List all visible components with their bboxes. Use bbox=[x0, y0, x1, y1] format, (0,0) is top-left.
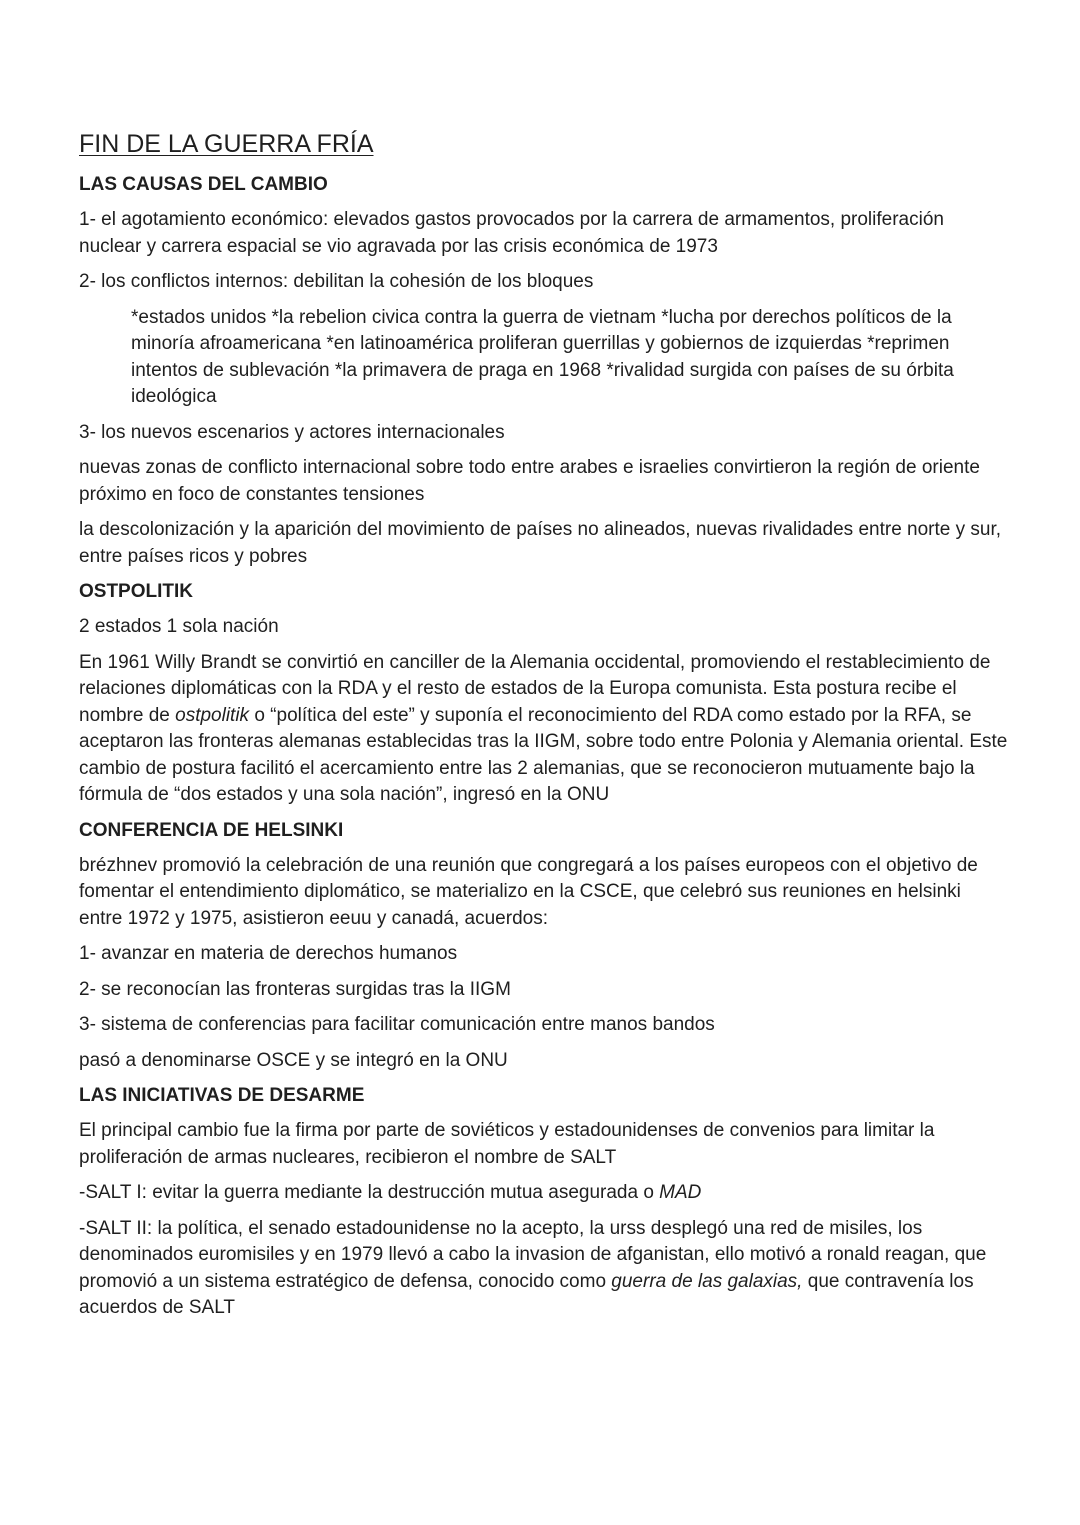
paragraph: 1- avanzar en materia de derechos humanos bbox=[79, 943, 458, 964]
indented-paragraph: *estados unidos *la rebelion civica contra la guerra de vietnam *lucha por derechos políticos de la minoría afroamericana *en latinoamérica proliferan guerrillas y gobiernos de izquierdas *reprimen intentos de sublevación *la primavera de praga en 1968 *rivalidad surgida con países de su órbita ideológica bbox=[131, 306, 954, 407]
paragraph-ostpolitik bbox=[79, 650, 1009, 809]
paragraph: 3- los nuevos escenarios y actores internacionales bbox=[79, 421, 505, 443]
italic-term: ostpolitik bbox=[175, 704, 250, 726]
paragraph: 2 estados 1 sola nación bbox=[79, 616, 279, 637]
italic-term: MAD bbox=[659, 1182, 702, 1203]
paragraph: brézhnev promovió la celebración de una reunión que congregará a los países europeos con el objetivo de fomentar el entendimiento diplomático, se materializo en la CSCE, que celebró sus reuniones en helsinki entre 1972 y 1975, asistieron eeuu y canadá, acuerdos: bbox=[79, 854, 978, 929]
paragraph-salt-1 bbox=[79, 1180, 1009, 1207]
paragraph: El principal cambio fue la firma por parte de soviéticos y estadounidenses de convenios para limitar la proliferación de armas nucleares, recibieron el nombre de SALT bbox=[79, 1120, 935, 1168]
text-span: En 1961 Willy Brandt se convirtió en canciller de la Alemania occidental, promoviendo el restablecimiento de relaciones diplomáticas con la RDA y el resto de estados de la Europa comunista. Esta postura recibe el nombre de bbox=[79, 651, 991, 726]
section-heading-ostpolitik: OSTPOLITIK bbox=[79, 581, 193, 602]
section-heading-desarme: LAS INICIATIVAS DE DESARME bbox=[79, 1085, 365, 1106]
paragraph: 2- se reconocían las fronteras surgidas tras la IIGM bbox=[79, 978, 511, 1000]
document-page bbox=[79, 128, 1009, 1331]
text-span: que contravenía los acuerdos de SALT bbox=[79, 1270, 974, 1318]
paragraph: pasó a denominarse OSCE y se integró en la ONU bbox=[79, 1049, 508, 1071]
text-span: -SALT II: la política, el senado estadounidense no la acepto, la urss desplegó una red de misiles, los denominados euromisiles y en 1979 llevó a cabo la invasion de afganistan, ello motivó a ronald reagan, que promovió a un sistema estratégico de defensa, conocido como bbox=[79, 1217, 987, 1292]
paragraph: la descolonización y la aparición del movimiento de países no alineados, nuevas rivalidades entre norte y sur, entre países ricos y pobres bbox=[79, 519, 1002, 567]
text-span: -SALT I: evitar la guerra mediante la destrucción mutua asegurada o bbox=[79, 1182, 660, 1203]
page-title: FIN DE LA GUERRA FRÍA bbox=[79, 130, 374, 158]
paragraph: 3- sistema de conferencias para facilitar comunicación entre manos bandos bbox=[79, 1014, 715, 1035]
text-span: o “política del este” y suponía el reconocimiento del RDA como estado por la RFA, se aceptaron las fronteras alemanas establecidas tras la IIGM, sobre todo entre Polonia y Alemania oriental. Este cambio de postura facilitó el acercamiento entre las 2 alemanias, que se reconocieron mutuamente bajo la fórmula de “dos estados y una sola nación”, ingresó en la ONU bbox=[79, 704, 1008, 805]
paragraph: nuevas zonas de conflicto internacional sobre todo entre arabes e israelies convirtieron la región de oriente próximo en foco de constantes tensiones bbox=[79, 457, 980, 505]
paragraph: 1- el agotamiento económico: elevados gastos provocados por la carrera de armamentos, proliferación nuclear y carrera espacial se vio agravada por las crisis económica de 1973 bbox=[79, 209, 944, 257]
paragraph-salt-2 bbox=[79, 1216, 1009, 1322]
section-heading-helsinki: CONFERENCIA DE HELSINKI bbox=[79, 819, 344, 841]
italic-term: guerra de las galaxias, bbox=[611, 1270, 803, 1292]
section-heading-causas: LAS CAUSAS DEL CAMBIO bbox=[79, 174, 328, 195]
paragraph: 2- los conflictos internos: debilitan la cohesión de los bloques bbox=[79, 271, 594, 292]
